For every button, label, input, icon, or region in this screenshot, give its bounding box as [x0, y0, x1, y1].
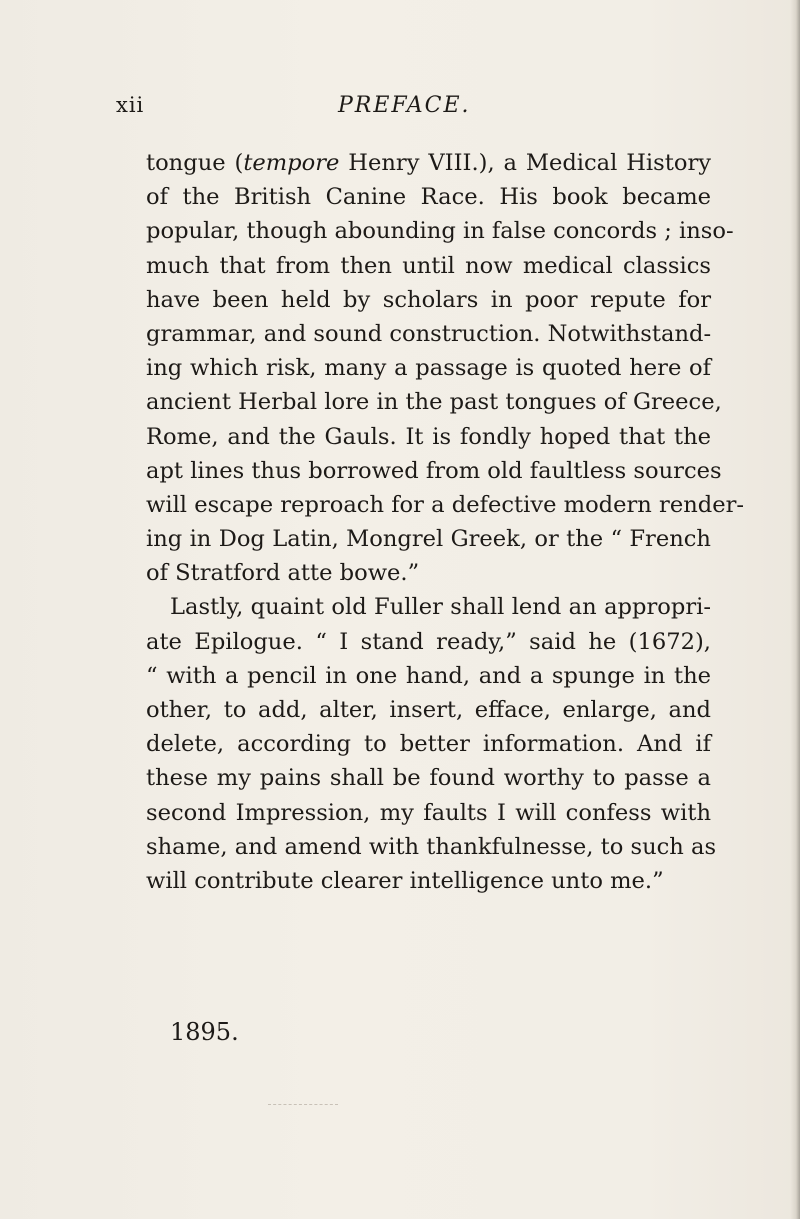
italic-word: tempore — [243, 150, 340, 176]
text-line: second Impression, my faults I will confess with — [146, 799, 711, 826]
text-line: much that from then until now medical classics — [146, 252, 711, 279]
text-line: “ with a pencil in one hand, and a spunge in the — [146, 662, 711, 689]
text-line: ate Epilogue. “ I stand ready,” said he (1672), — [146, 628, 711, 655]
text-line: shame, and amend with thankfulnesse, to such as — [146, 833, 717, 860]
text-line: ancient Herbal lore in the past tongues of Greece, — [146, 389, 722, 416]
text-line: grammar, and sound construction. Notwithstand- — [146, 320, 712, 347]
text-line: will contribute clearer intelligence unto me.” — [146, 867, 664, 894]
date-line: 1895. — [170, 1018, 239, 1046]
text-line: will escape reproach for a defective modern render- — [146, 491, 745, 518]
text-line: these my pains shall be found worthy to passe a — [146, 765, 711, 792]
running-head: PREFACE. — [338, 93, 471, 118]
text-line: have been held by scholars in poor repute for — [146, 286, 711, 313]
text-line: Rome, and the Gauls. It is fondly hoped that the — [146, 423, 711, 450]
text-line: ing which risk, many a passage is quoted here of — [146, 355, 711, 382]
text-line: delete, according to better information. And if — [146, 731, 711, 758]
text-line: of Stratford atte bowe.” — [146, 560, 420, 587]
page-edge-shadow — [790, 0, 800, 1219]
page-header — [0, 93, 800, 123]
text-line: ing in Dog Latin, Mongrel Greek, or the “ French — [146, 526, 711, 553]
faint-mark — [268, 1104, 338, 1105]
body-text — [146, 146, 745, 898]
text-line: popular, though abounding in false concords ; inso- — [146, 218, 734, 245]
text-line: of the British Canine Race. His book became — [146, 184, 711, 211]
page-number: xii — [116, 93, 145, 117]
text-line: tongue (tempore Henry VIII.), a Medical History — [146, 150, 712, 176]
text-line: other, to add, alter, insert, efface, enlarge, and — [146, 697, 711, 723]
text-line: Lastly, quaint old Fuller shall lend an appropri- — [170, 594, 711, 621]
text-line: apt lines thus borrowed from old faultless sources — [146, 457, 722, 484]
